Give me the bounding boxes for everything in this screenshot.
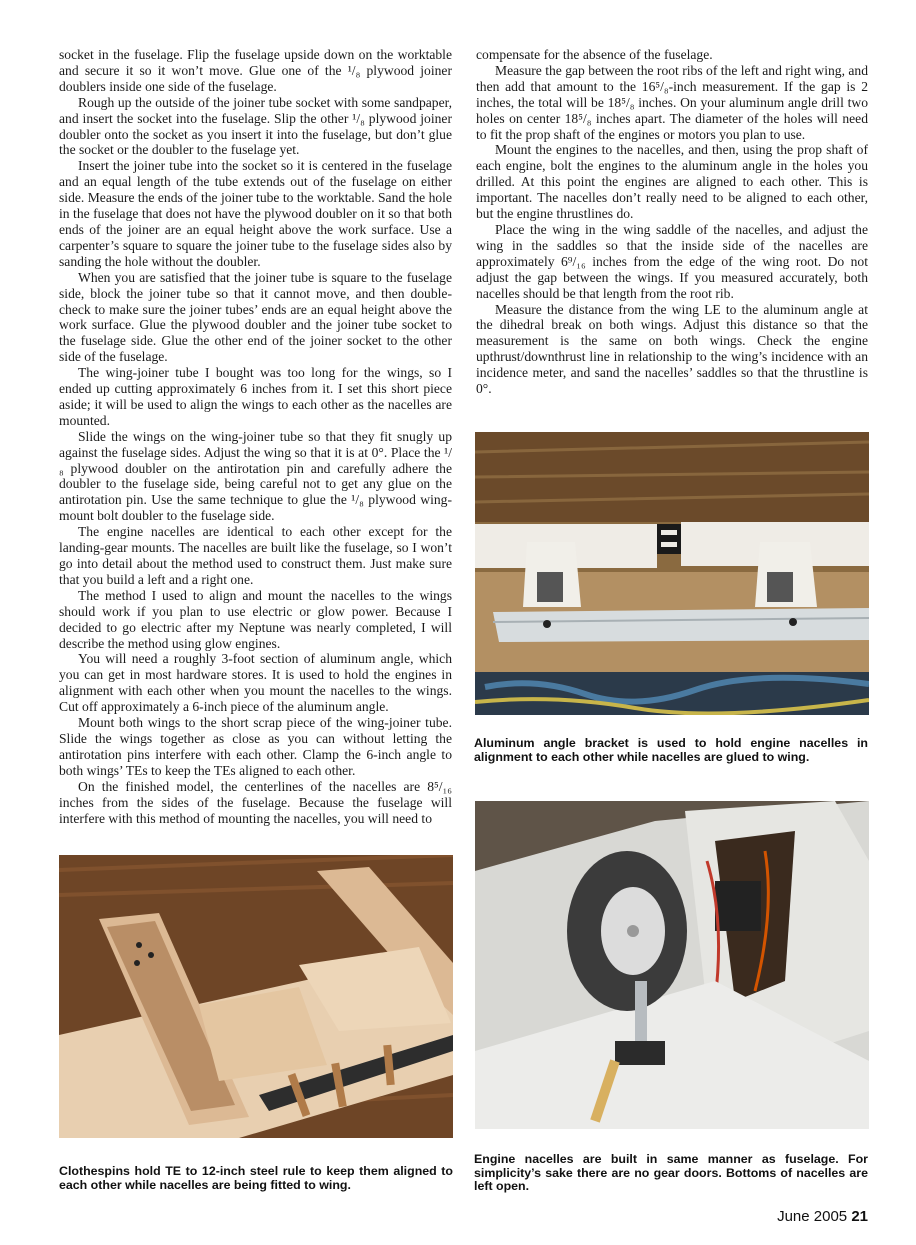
caption-aluminum-angle: Aluminum angle bracket is used to hold engine nacelles in alignment to each other while nacelles are glued to wing. <box>474 736 868 764</box>
photo-aluminum-angle-bracket <box>475 432 869 715</box>
paragraph: compensate for the absence of the fuselage. <box>476 47 713 62</box>
paragraph: The method I used to align and mount the nacelles to the wings should work if you plan to use electric or glow power. Because I decided to go electric after my Neptune was nearly completed, I will describe the method using glow engines. <box>59 587 452 651</box>
paragraph: On the finished model, the centerlines of the nacelles are 8⁵/₁₆ inches from the sides of the fuselage. Because the fuselage will interfere with this method of mounting the nacelles, you will need to <box>59 778 452 826</box>
paragraph: socket in the fuselage. Flip the fuselage upside down on the worktable and secure it so it won’t move. Glue one of the ¹/₈ plywood joiner doublers inside one side of the fuselage. <box>59 47 452 94</box>
page-number: 21 <box>851 1208 868 1225</box>
paragraph: You will need a roughly 3-foot section of aluminum angle, which you can get in most hardware stores. It is used to hold the engines in alignment with each other when you mount the nacelles to the wings. Cut off approximately a 6-inch piece of the aluminum angle. <box>59 651 452 715</box>
paragraph: Insert the joiner tube into the socket so it is centered in the fuselage and an equal length of the tube extends out of the fuselage on either side. Measure the ends of the joiner tube to the worktable. Sand the hole in the fuselage that does not have the plywood doubler on it so that both ends of the joiner are an equal height above the work surface. Use a carpenter’s square to square the joiner tube to the fuselage sides also by sanding the hole without the doubler. <box>59 158 452 269</box>
paragraph: The engine nacelles are identical to each other except for the landing-gear mounts. The nacelles are built like the fuselage, so I won’t go into detail about the method used to construct them. Just make sure that you build a left and a right one. <box>59 524 452 587</box>
left-text-column <box>59 47 452 826</box>
caption-nacelles: Engine nacelles are built in same manner as fuselage. For simplicity’s sake there are no gear doors. Bottoms of nacelles are left open. <box>474 1152 868 1194</box>
right-text-column <box>476 47 868 397</box>
page-footer <box>777 1208 868 1225</box>
photo-engine-nacelles <box>475 801 869 1129</box>
caption-clothespins: Clothespins hold TE to 12-inch steel rule to keep them aligned to each other while nacelles are being fitted to wing. <box>59 1164 453 1192</box>
paragraph: Rough up the outside of the joiner tube socket with some sandpaper, and insert the socket into the fuselage. Slip the other ¹/₈ plywood joiner doubler onto the socket as you insert it into the fuselage, but don’t glue the socket or the doubler to the fuselage yet. <box>59 94 452 158</box>
issue-date: June 2005 <box>777 1208 848 1225</box>
paragraph: Mount the engines to the nacelles, and then, using the prop shaft of each engine, bolt the engines to the aluminum angle in the holes you drilled. At this point the engines are aligned to each other. This is important. The nacelles don’t really need to be aligned to each other, but the engine thrustlines do. <box>476 142 868 222</box>
paragraph: Mount both wings to the short scrap piece of the wing-joiner tube. Slide the wings together as close as you can without letting the antirotation pins interfere with each other. Clamp the 6-inch angle to both wings’ TEs to keep the TEs aligned to each other. <box>59 715 452 778</box>
paragraph: The wing-joiner tube I bought was too long for the wings, so I ended up cutting approximately 6 inches from it. I set this short piece aside; it will be used to align the wings to each other as the nacelles are mounted. <box>59 365 452 428</box>
paragraph: Place the wing in the wing saddle of the nacelles, and adjust the wing in the saddles so that the inside side of the nacelles are approximately 6⁹/₁₆ inches from the edge of the wing root. Do not adjust the gap between the wings. If you measured accurately, both nacelles should be that length from the root rib. <box>476 221 868 301</box>
paragraph: When you are satisfied that the joiner tube is square to the fuselage side, block the joiner tube so that it cannot move, and then double-check to make sure the joiner tubes’ ends are an equal height above the work surface. Glue the plywood doubler and the joiner tube socket to the fuselage side. Glue the other end of the joiner socket to the other side of the fuselage. <box>59 269 452 365</box>
photo-clothespins-steel-rule <box>59 855 453 1138</box>
paragraph: Measure the gap between the root ribs of the left and right wing, and then add that amount to the 16⁵/₈-inch measurement. If the gap is 2 inches, the total will be 18⁵/₈ inches. On your aluminum angle drill two holes on center 18⁵/₈ inches apart. The diameter of the holes will need to fit the prop shaft of the engines or motors you plan to use. <box>476 62 868 142</box>
paragraph: Slide the wings on the wing-joiner tube so that they fit snugly up against the fuselage sides. Adjust the wing so that it is at 0°. Place the ¹/₈ plywood doubler on the antirotation pin and carefully adhere the doubler to the fuselage side, being careful not to get any glue on the antirotation pin. Use the same technique to glue the ¹/₈ plywood wing-mount bolt doubler to the fuselage side. <box>59 428 452 524</box>
paragraph: Measure the distance from the wing LE to the aluminum angle at the dihedral break on both wings. Adjust this distance so that the measurement is the same on both wings. Check the engine upthrust/downthrust line in relationship to the wing’s incidence with an incidence meter, and sand the nacelles’ saddles so that the thrustline is 0°. <box>476 301 868 397</box>
